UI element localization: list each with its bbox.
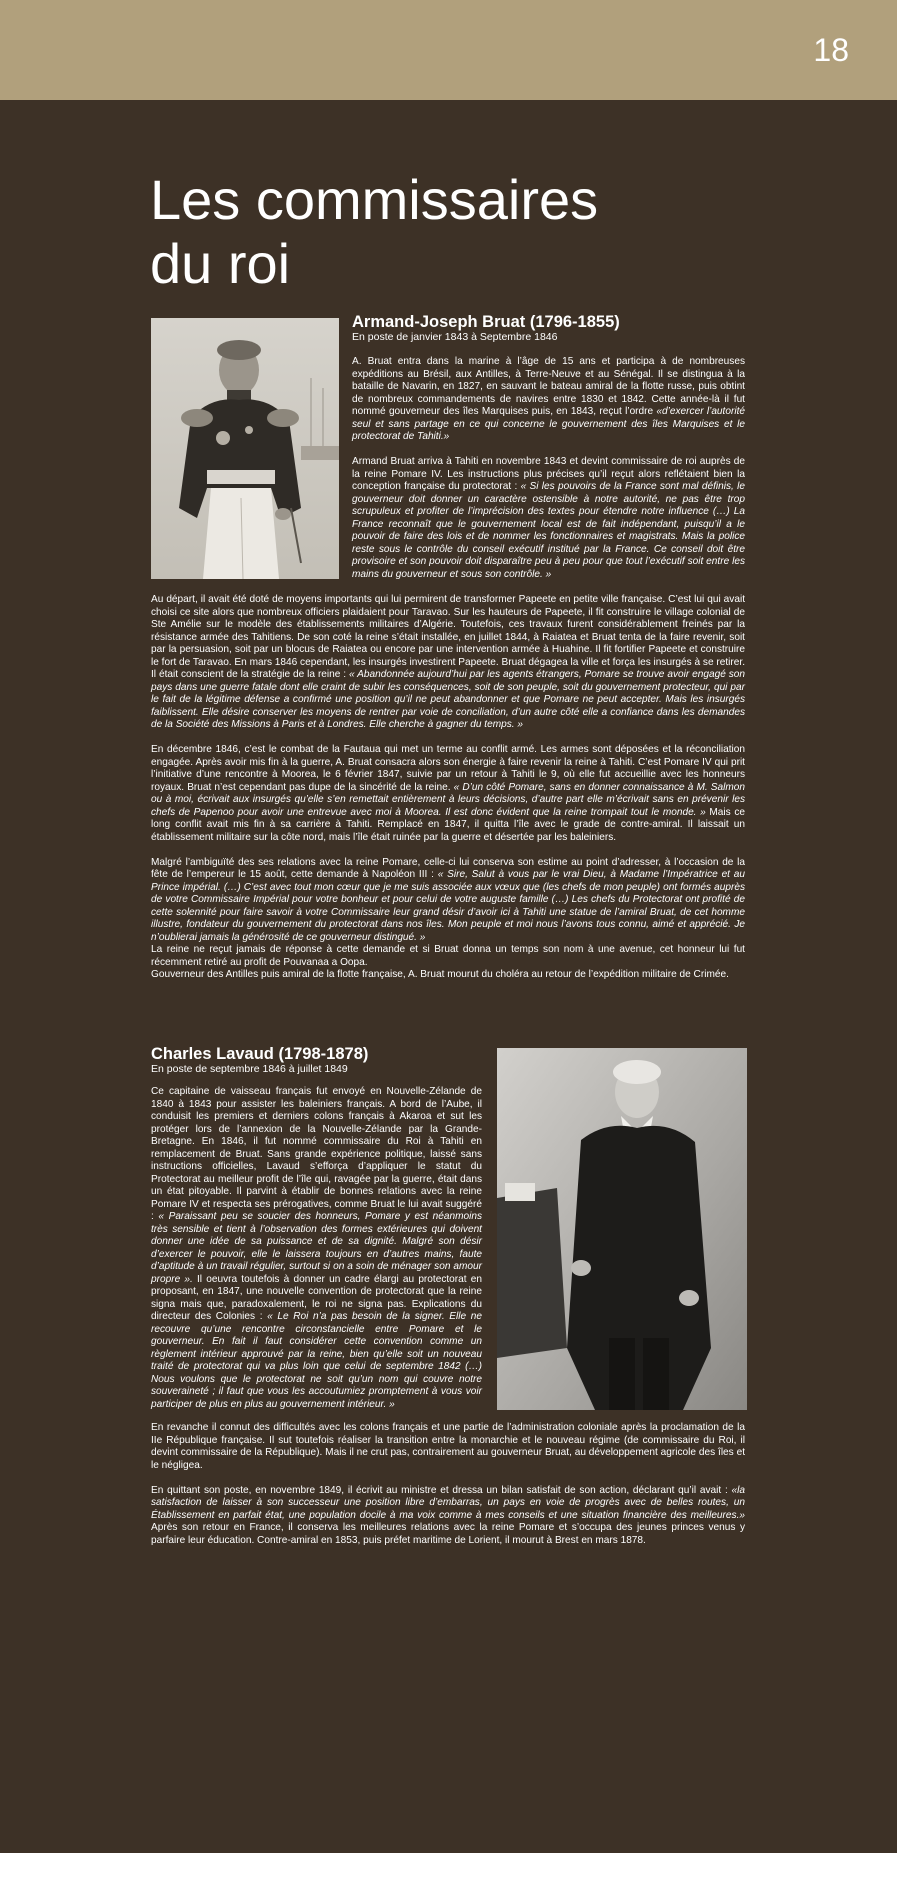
bruat-portrait-image xyxy=(151,318,339,579)
bruat-paragraph-5: Malgré l’ambiguïté des ses relations avec la reine Pomare, celle-ci lui conserva son estime au point d’adresser, à l’occasion de la fête de l’empereur le 15 août, cette demande à Napoléon III : « Sire, Salut à vous par le vrai Dieu, à Madame l’Impératrice et au Prince impérial. (…) C’est avec tout mon cœur que je me suis associée aux vœux que (les chefs de mon peuple) ont formés auprès de votre Commissaire Impérial pour votre bonheur et pour celui de votre auguste famille (…) Les chefs du Protectorat ont profité de cette solennité pour faire savoir à votre Commissaire leur grand désir d’avoir ici à Tahiti une statue de l’amiral Bruat, de cet homme illustre, fondateur du gouvernement du protectorat dans nos îles. Mon peuple et moi nous l’avons tous connu, aimé et apprécié. Je n’oublierai jamais la générosité de ce gouverneur distingué. » La reine ne reçut jamais de réponse à cette demande et si Bruat donna un temps son nom à une avenue, cet honneur lui fut récemment retiré au profit de Pouvanaa a Oopa. Gouverneur des Antilles puis amiral de la flotte française, A. Bruat mourut du choléra au retour de l’expédition militaire de Crimée. xyxy=(151,856,745,980)
lavaud-quote-2: « Le Roi n’a pas besoin de la signer. Elle ne recouvre qu’une rencontre circonstancielle entre Pomare et le gouverneur. En fait il faut considérer cette convention comme un règlement intérieur approuvé par la reine, bien qu’elle soit un nouveau traité de protectorat qui va plus loin que celui de septembre 1842 (…) Nous voulons que le protectorat ne soit qu’un nom qui couvre notre souveraineté ; il faut que vous les accoutumiez promptement à vous voir participer de plus en plus au gouvernement intérieur. » xyxy=(151,1311,482,1410)
bruat-quote-1: «d’exercer l’autorité seul et sans partage en ce qui concerne le gouvernement des îles Marquises et le protectorat de Tahiti.» xyxy=(352,406,745,442)
bruat-quote-3: « Abandonnée aujourd’hui par les agents étrangers, Pomare se trouve avoir engagé son pays dans une guerre fatale dont elle craint de subir les conséquences, soit de son peuple, soit du gouvernement protecteur, qui par le fait de la légitime défense a confirmé une position qu’il ne peut abandonner et que Pomare ne peut accepter. Mais les insurgés faiblissent. Elle désire conserver les moyens de rentrer par voie de conciliation, d’un autre côté elle a confiance dans les demandes de la Société des Missions à Paris et à Londres. Elle cherche à gagner du temps. » xyxy=(151,669,745,730)
lavaud-portrait-image xyxy=(497,1048,747,1410)
bruat-term: En poste de janvier 1843 à Septembre 1846 xyxy=(352,331,558,343)
bruat-quote-5: « Sire, Salut à vous par le vrai Dieu, à Madame l’Impératrice et au Prince impérial. (…) C’est avec tout mon cœur que je me suis associée aux vœux que (les chefs de mon peuple) ont formés auprès de votre Commissaire Impérial pour votre bonheur et pour celui de votre auguste famille (…) Les chefs du Protectorat ont profité de cette solennité pour faire savoir à votre Commissaire leur grand désir d’avoir ici à Tahiti une statue de l’amiral Bruat, de cet homme illustre, fondateur du gouvernement du protectorat dans nos îles. Mon peuple et moi nous l’avons tous connu, aimé et apprécié. Je n’oublierai jamais la générosité de ce gouverneur distingué. » xyxy=(151,869,745,943)
lavaud-bio-bottom xyxy=(151,1422,745,1547)
lavaud-quote-1: « Paraissant peu se soucier des honneurs, Pomare y est néanmoins très sensible et tient à l’observation des formes extérieures qui doivent donner une idée de sa puissance et de sa dignité. Malgré son désir d’exercer le pouvoir, elle le laissera toujours en d’autres mains, faute d’aptitude à un travail régulier, surtout si on a soin de ménager son amour propre ». xyxy=(151,1211,482,1285)
page-title-line1: Les commissaires xyxy=(150,168,599,231)
bruat-paragraph-2: Armand Bruat arriva à Tahiti en novembre 1843 et devint commissaire de roi auprès de la reine Pomare IV. Les instructions plus précises qu’il reçut alors reflétaient bien la conception française du protectorat : « Si les pouvoirs de la France sont mal définis, le gouverneur doit donner un caractère ostensible à notre autorité, ne pas être trop scrupuleux et profiter de l’imprécision des textes pour étendre notre influence (…) La France reconnaît que le gouvernement local est de fait indépendant, puisqu’il a le pouvoir de faire des lois et de nommer les fonctionnaires et magistrats. Mais la police reste sous le contrôle du conseil exécutif institué par la France. Ce conseil doit être provisoire et son pouvoir doit disparaître peu à peu pour que tout l’exécutif soit entre les mains du gouverneur et sous son contrôle. » xyxy=(352,456,745,580)
lavaud-bio-top xyxy=(151,1086,482,1411)
lavaud-name: Charles Lavaud (1798-1878) xyxy=(151,1045,369,1063)
lavaud-paragraph-2: En revanche il connut des difficultés avec les colons français et une partie de l’administration coloniale après la proclamation de la IIe République française. Il sut toutefois réaliser la transition entre la monarchie et le nouveau régime (de commissaire du Roi, il devint commissaire de la République). Mais il ne crut pas, contrairement au gouverneur Bruat, au développement agricole des îles et le négligea. xyxy=(151,1422,745,1471)
page-number: 18 xyxy=(813,32,849,68)
bruat-paragraph-3: Au départ, il avait été doté de moyens importants qui lui permirent de transformer Papeete en petite ville française. C’est lui qui avait choisi ce site alors que nombreux officiers plaidaient pour Taravao. Sur les hauteurs de Papeete, il fit construire le village colonial de Ste Amélie sur le modèle des établissements militaires d’Algérie. Toutefois, ces travaux furent considérablement freinés par la résistance armée des Tahitiens. De son coté la reine s’était installée, en juillet 1844, à Raiatea et Bruat tenta de la faire revenir, soit par la persuasion, soit par un blocus de Raiatea ou encore par une intervention armée à Huahine. Il fit fortifier Papeete et construire le fort de Taravao. En mars 1846 cependant, les insurgés investirent Papeete. Bruat dégagea la ville et força les insurgés à se retirer. Il était conscient de la stratégie de la reine : « Abandonnée aujourd’hui par les agents étrangers, Pomare se trouve avoir engagé son pays dans une guerre fatale dont elle craint de subir les conséquences, soit de son peuple, soit du gouvernement protecteur, qui par le fait de la légitime défense a confirmé une position qu’il ne peut abandonner et que Pomare ne peut accepter. Mais les insurgés faiblissent. Elle désire conserver les moyens de rentrer par voie de conciliation, d’un autre côté elle a confiance dans les demandes de la Société des Missions à Paris et à Londres. Elle cherche à gagner du temps. » xyxy=(151,594,746,730)
lavaud-term: En poste de septembre 1846 à juillet 1849 xyxy=(151,1063,348,1075)
lavaud-paragraph-3: En quittant son poste, en novembre 1849, il écrivit au ministre et dressa un bilan satisfait de son action, déclarant qu’il avait : «la satisfaction de laisser à son successeur une position libre d’embarras, un pays en voie de progrès avec de belles routes, un Établissement en parfait état, une population docile à ma voix comme à mes conseils et une situation financière des meilleures.» Après son retour en France, il conserva les meilleures relations avec la reine Pomare et s’occupa des jeunes princes venus y parfaire leur éducation. Contre-amiral en 1853, puis préfet maritime de Lorient, il mourut à Brest en mars 1878. xyxy=(151,1484,745,1546)
bruat-paragraph-4: En décembre 1846, c’est le combat de la Fautaua qui met un terme au conflit armé. Les armes sont déposées et la réconciliation engagée. Après avoir mis fin à la guerre, A. Bruat consacra alors son énergie à faire revenir la reine à Tahiti. C’est Pomare IV qui prit l’initiative d’une rencontre à Moorea, le 6 février 1847, suivie par un retour à Tahiti le 9, où elle fut accueillie avec les honneurs royaux. Bruat n’est cependant pas dupe de la sincérité de la reine. « D’un côté Pomare, sans en donner connaissance à M. Salmon ou à moi, écrivait aux insurgés qu’elle s’en remettait entièrement à leurs décisions, d’autre part elle m’écrivait sans en prévenir les chefs de Papenoo pour avoir une entrevue avec moi à Moorea. Il est donc évident que la reine trompait tout le monde. » Mais ce long conflit avait mis fin à sa carrière à Tahiti. Remplacé en 1847, il quitta l’île avec le grade de contre-amiral. Il laissait un établissement militaire sur la côte nord, mais l’île était ruinée par la guerre et désertée par les baleiniers. xyxy=(151,744,745,843)
page-title xyxy=(150,168,750,296)
bruat-bio-bottom xyxy=(151,594,745,982)
bruat-paragraph-1: A. Bruat entra dans la marine à l’âge de 15 ans et participa à de nombreuses expéditions au Brésil, aux Antilles, à Terre-Neuve et au Sénégal. Il se distingua à la bataille de Navarin, en 1827, en sauvant le bateau amiral de la flotte russe, puis obtint de nombreux commandements de navires entre 1830 et 1842. Cette année-là il fut nommé gouverneur des îles Marquises puis, en 1843, reçut l’ordre «d’exercer l’autorité seul et sans partage en ce qui concerne le gouvernement des îles Marquises et le protectorat de Tahiti.» xyxy=(352,356,745,442)
bruat-quote-2: « Si les pouvoirs de la France sont mal définis, le gouverneur doit donner un caractère ostensible à notre autorité, ne pas être trop scrupuleux et profiter de l’imprécision des textes pour étendre notre influence (…) La France reconnaît que le gouvernement local est de fait indépendant, puisqu’il a le pouvoir de faire des lois et de nommer les fonctionnaires et magistrats. Mais la police reste sous le contrôle du conseil exécutif institué par la France. Ce conseil doit être provisoire et son pouvoir doit disparaître peu à peu pour que tout l’exécutif soit entre les mains du gouverneur et sous son contrôle. » xyxy=(352,481,745,580)
lavaud-quote-3: «la satisfaction de laisser à son successeur une position libre d’embarras, un pays en voie de progrès avec de belles routes, un Établissement en parfait état, une population docile à ma voix comme à mes conseils et une situation financière des meilleures.» xyxy=(151,1484,745,1521)
bruat-name: Armand-Joseph Bruat (1796-1855) xyxy=(352,313,620,331)
bruat-bio-top xyxy=(352,356,745,581)
page-title-line2: du roi xyxy=(150,232,291,295)
top-band xyxy=(0,0,897,100)
lavaud-paragraph-1: Ce capitaine de vaisseau français fut envoyé en Nouvelle-Zélande de 1840 à 1843 pour assister les baleiniers français. A bord de l’Aube, il conduisit les premiers et derniers colons français à Akaroa et sut les protéger lors de l’annexion de la Nouvelle-Zélande par la Grande-Bretagne. En 1846, il fut nommé commissaire du Roi à Tahiti en remplacement de Bruat. Sans grande expérience politique, laissé sans instructions officielles, Lavaud s’efforça d’appliquer le statut du Protectorat au meilleur profit de l’île qui, ravagée par la guerre, était dans un état pitoyable. Il parvint à établir de bonnes relations avec la reine Pomare IV et respecta ses prérogatives, comme Bruat le lui avait suggéré : « Paraissant peu se soucier des honneurs, Pomare y est néanmoins très sensible et tient à l’observation des formes extérieures qui doivent donner une idée de sa puissance et de sa dignité. Malgré son désir d’exercer le pouvoir, elle le laissera toujours en d’autres mains, faute d’aptitude à un travail régulier, surtout si on a soin de ménager son amour propre ». Il oeuvra toutefois à donner un cadre élargi au protectorat en proposant, en 1847, une nouvelle convention de protectorat que la reine signa mais que, paradoxalement, le roi ne signa pas. Explications du directeur des Colonies : « Le Roi n’a pas besoin de la signer. Elle ne recouvre qu’une rencontre circonstancielle entre Pomare et le gouverneur. En fait il faut considérer cette convention comme un règlement intérieur approuvé par la reine, bien qu’elle soit un nouveau traité de protectorat qui va plus loin que celui de septembre 1842 (…) Nous voulons que le protectorat ne soit qu’un nom qui couvre notre souveraineté ; il faut que vous les accoutumiez promptement à vous voir participer de plus en plus au gouvernement intérieur. » xyxy=(151,1086,482,1410)
bruat-quote-4: « D’un côté Pomare, sans en donner connaissance à M. Salmon ou à moi, écrivait aux insurgés qu’elle s’en remettait entièrement à leurs décisions, d’autre part elle m’écrivait sans en prévenir les chefs de Papenoo pour avoir une entrevue avec moi à Moorea. Il est donc évident que la reine trompait tout le monde. » xyxy=(151,781,745,818)
